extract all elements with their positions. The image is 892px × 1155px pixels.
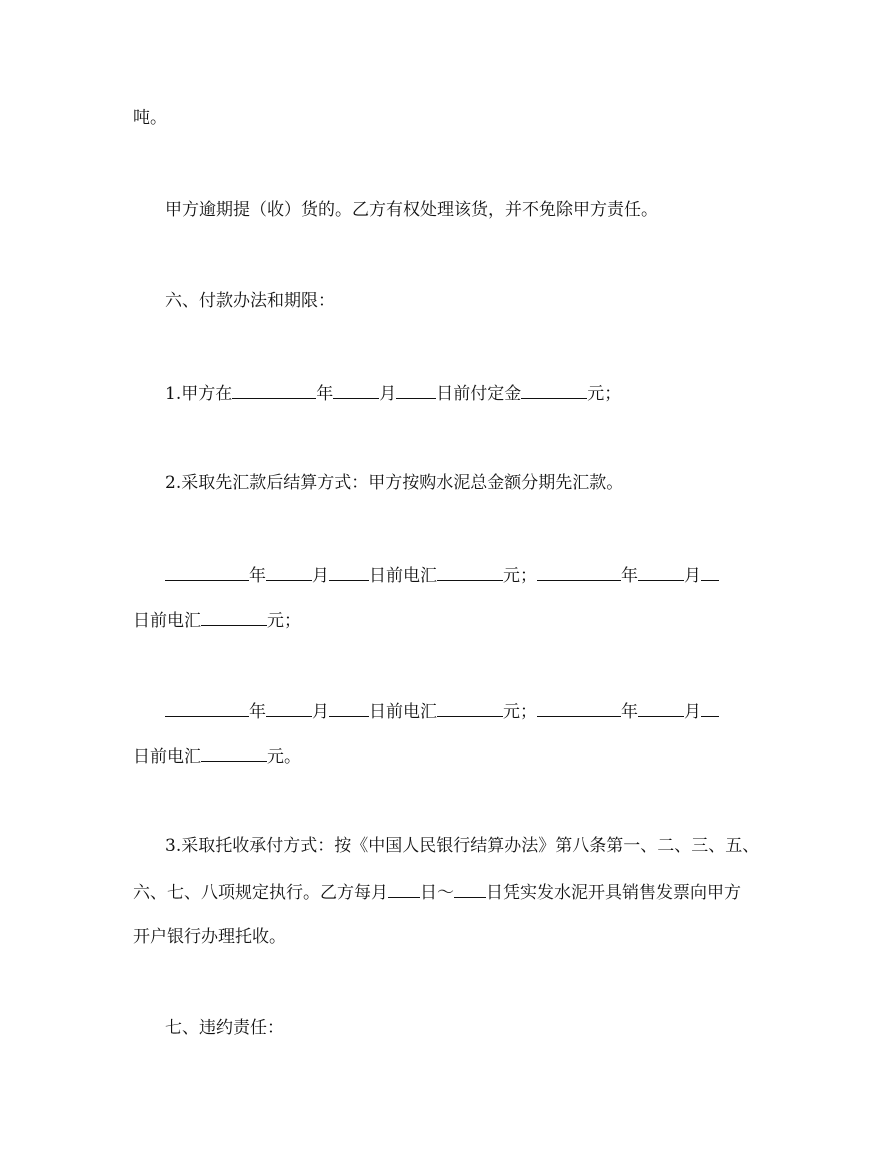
text-line-deposit	[165, 381, 621, 405]
blank-year	[537, 563, 621, 581]
label-day-deposit: 日前付定金	[436, 384, 522, 404]
label-day-range: 日～	[420, 883, 454, 903]
label-year: 年	[249, 566, 266, 586]
blank-month	[638, 699, 684, 717]
label-year: 年	[621, 566, 638, 586]
label-deposit-start: 1.甲方在	[165, 384, 233, 404]
label-yuan: 元。	[267, 747, 301, 767]
blank-day	[396, 381, 436, 399]
label-month: 月	[684, 566, 701, 586]
blank-day	[329, 699, 369, 717]
blank-amount	[437, 563, 503, 581]
blank-month	[266, 699, 312, 717]
text-line-collection: 3.采取托收承付方式：按《中国人民银行结算办法》第八条第一、二、三、五、	[165, 836, 760, 856]
blank-amount	[521, 381, 587, 399]
blank-day	[701, 563, 719, 581]
text-line-ton: 吨。	[133, 108, 167, 128]
label-remit: 日前电汇	[369, 702, 437, 722]
section-heading-payment: 六、付款办法和期限：	[165, 291, 335, 311]
blank-amount	[201, 608, 267, 626]
text-line-remit-1-cont	[133, 608, 301, 632]
label-remit: 日前电汇	[369, 566, 437, 586]
label-month: 月	[684, 702, 701, 722]
label-invoice: 日凭实发水泥开具销售发票向甲方	[486, 883, 741, 903]
label-collection-rules: 六、七、八项规定执行。乙方每月	[133, 883, 388, 903]
text-line-late-pickup: 甲方逾期提（收）货的。乙方有权处理该货，并不免除甲方责任。	[165, 200, 658, 220]
blank-day	[701, 699, 719, 717]
blank-month	[266, 563, 312, 581]
blank-amount	[437, 699, 503, 717]
label-yuan: 元；	[267, 611, 301, 631]
label-month: 月	[312, 702, 329, 722]
label-yuan: 元；	[503, 702, 537, 722]
blank-year	[165, 563, 249, 581]
text-line-collection-cont	[133, 880, 741, 904]
label-yuan: 元；	[587, 384, 622, 404]
text-line-remit-2-cont	[133, 744, 301, 768]
blank-amount	[201, 744, 267, 762]
label-year: 年	[621, 702, 638, 722]
section-heading-liability: 七、违约责任：	[165, 1018, 284, 1038]
blank-day-end	[454, 880, 486, 898]
text-line-prepay: 2.采取先汇款后结算方式：甲方按购水泥总金额分期先汇款。	[165, 473, 624, 493]
blank-year	[165, 699, 249, 717]
blank-month	[333, 381, 379, 399]
blank-year	[232, 381, 316, 399]
label-month: 月	[379, 384, 397, 404]
blank-month	[638, 563, 684, 581]
text-line-remit-1	[165, 563, 719, 587]
blank-year	[537, 699, 621, 717]
label-remit: 日前电汇	[133, 611, 201, 631]
label-year: 年	[249, 702, 266, 722]
text-line-bank: 开户银行办理托收。	[133, 927, 286, 947]
blank-day	[329, 563, 369, 581]
blank-day-start	[388, 880, 420, 898]
label-month: 月	[312, 566, 329, 586]
text-line-remit-2	[165, 699, 719, 723]
label-remit: 日前电汇	[133, 747, 201, 767]
label-year: 年	[316, 384, 334, 404]
label-yuan: 元；	[503, 566, 537, 586]
